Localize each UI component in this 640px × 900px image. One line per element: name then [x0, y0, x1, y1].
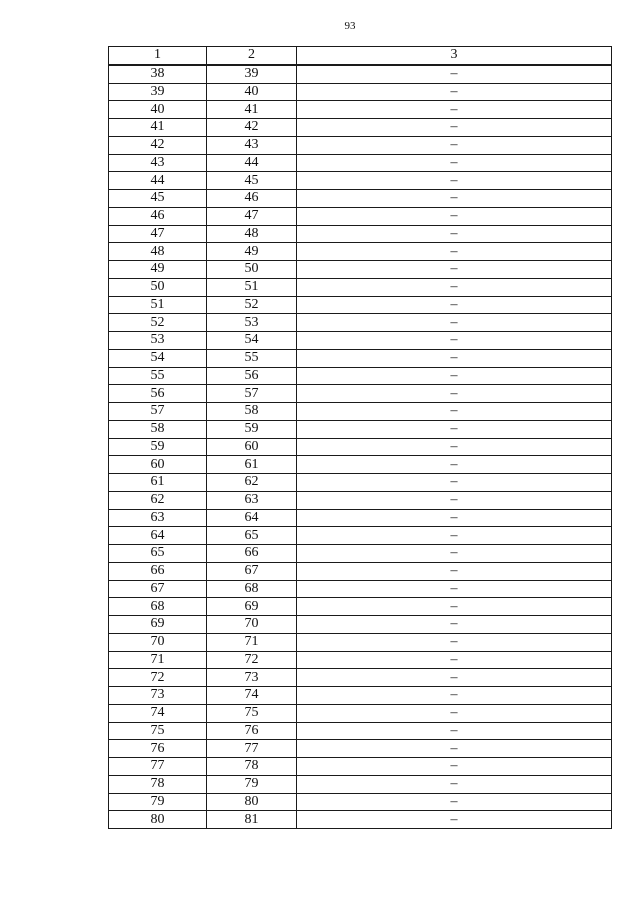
table-cell-col-2: 44 — [207, 154, 297, 172]
table-row — [109, 65, 612, 83]
table-cell-col-1: 45 — [109, 190, 207, 208]
header-row — [109, 47, 612, 65]
table-cell-col-2: 39 — [207, 65, 297, 83]
table-cell-col-2: 81 — [207, 811, 297, 829]
table-row — [109, 616, 612, 634]
table-cell-col-2: 45 — [207, 172, 297, 190]
table-row — [109, 740, 612, 758]
table-cell-col-3: – — [297, 491, 612, 509]
table-cell-col-3: – — [297, 562, 612, 580]
table-cell-col-3: – — [297, 687, 612, 705]
table-cell-col-3: – — [297, 793, 612, 811]
table-cell-col-3: – — [297, 119, 612, 137]
table-cell-col-2: 80 — [207, 793, 297, 811]
table-cell-col-2: 43 — [207, 136, 297, 154]
table-cell-col-1: 63 — [109, 509, 207, 527]
table-row — [109, 154, 612, 172]
table-cell-col-1: 65 — [109, 545, 207, 563]
table-row — [109, 314, 612, 332]
table-cell-col-1: 79 — [109, 793, 207, 811]
table-cell-col-1: 57 — [109, 403, 207, 421]
table-cell-col-1: 38 — [109, 65, 207, 83]
table-cell-col-1: 66 — [109, 562, 207, 580]
table-cell-col-2: 48 — [207, 225, 297, 243]
table-cell-col-3: – — [297, 456, 612, 474]
table-cell-col-1: 46 — [109, 207, 207, 225]
table-row — [109, 491, 612, 509]
table-cell-col-1: 67 — [109, 580, 207, 598]
table-cell-col-2: 60 — [207, 438, 297, 456]
table-cell-col-3: – — [297, 225, 612, 243]
table-cell-col-3: – — [297, 545, 612, 563]
table-cell-col-2: 70 — [207, 616, 297, 634]
table-cell-col-1: 52 — [109, 314, 207, 332]
table-cell-col-2: 53 — [207, 314, 297, 332]
table-cell-col-3: – — [297, 314, 612, 332]
table-cell-col-3: – — [297, 332, 612, 350]
table-cell-col-3: – — [297, 296, 612, 314]
table-cell-col-2: 61 — [207, 456, 297, 474]
table-header — [109, 47, 612, 65]
table-cell-col-1: 69 — [109, 616, 207, 634]
table-row — [109, 456, 612, 474]
table-cell-col-3: – — [297, 65, 612, 83]
table-cell-col-1: 73 — [109, 687, 207, 705]
table-row — [109, 278, 612, 296]
table-row — [109, 172, 612, 190]
table-cell-col-1: 64 — [109, 527, 207, 545]
table-cell-col-1: 48 — [109, 243, 207, 261]
table-row — [109, 669, 612, 687]
table-cell-col-1: 60 — [109, 456, 207, 474]
table-cell-col-2: 59 — [207, 420, 297, 438]
table-cell-col-2: 62 — [207, 474, 297, 492]
table-row — [109, 136, 612, 154]
table-cell-col-1: 70 — [109, 633, 207, 651]
table-cell-col-1: 59 — [109, 438, 207, 456]
table-cell-col-2: 46 — [207, 190, 297, 208]
table-cell-col-2: 74 — [207, 687, 297, 705]
table-cell-col-3: – — [297, 474, 612, 492]
table-cell-col-1: 44 — [109, 172, 207, 190]
table-row — [109, 509, 612, 527]
table-cell-col-2: 79 — [207, 775, 297, 793]
table-row — [109, 633, 612, 651]
table-cell-col-1: 55 — [109, 367, 207, 385]
table-row — [109, 598, 612, 616]
table-cell-col-1: 50 — [109, 278, 207, 296]
table-row — [109, 101, 612, 119]
table-cell-col-2: 55 — [207, 349, 297, 367]
table-cell-col-1: 74 — [109, 704, 207, 722]
table-row — [109, 261, 612, 279]
table-cell-col-2: 64 — [207, 509, 297, 527]
table-row — [109, 190, 612, 208]
table-cell-col-1: 49 — [109, 261, 207, 279]
table-cell-col-1: 42 — [109, 136, 207, 154]
table-row — [109, 296, 612, 314]
table-cell-col-2: 40 — [207, 83, 297, 101]
table-cell-col-1: 72 — [109, 669, 207, 687]
table-cell-col-3: – — [297, 420, 612, 438]
table-cell-col-2: 68 — [207, 580, 297, 598]
table-cell-col-1: 58 — [109, 420, 207, 438]
table-body — [109, 65, 612, 829]
table-row — [109, 651, 612, 669]
table-cell-col-3: – — [297, 101, 612, 119]
table-cell-col-1: 47 — [109, 225, 207, 243]
table-cell-col-2: 78 — [207, 758, 297, 776]
table-row — [109, 704, 612, 722]
table-cell-col-3: – — [297, 136, 612, 154]
table-row — [109, 527, 612, 545]
table-cell-col-2: 73 — [207, 669, 297, 687]
table-cell-col-3: – — [297, 261, 612, 279]
table-cell-col-3: – — [297, 669, 612, 687]
table-cell-col-3: – — [297, 616, 612, 634]
table-cell-col-3: – — [297, 243, 612, 261]
table-cell-col-1: 62 — [109, 491, 207, 509]
table-cell-col-3: – — [297, 758, 612, 776]
table-cell-col-1: 71 — [109, 651, 207, 669]
table-row — [109, 580, 612, 598]
table-cell-col-3: – — [297, 403, 612, 421]
table-cell-col-1: 41 — [109, 119, 207, 137]
table-cell-col-2: 75 — [207, 704, 297, 722]
table-row — [109, 83, 612, 101]
table-cell-col-2: 71 — [207, 633, 297, 651]
table-cell-col-1: 51 — [109, 296, 207, 314]
table-row — [109, 207, 612, 225]
table-cell-col-3: – — [297, 278, 612, 296]
table-cell-col-2: 56 — [207, 367, 297, 385]
table-cell-col-1: 61 — [109, 474, 207, 492]
table-cell-col-3: – — [297, 509, 612, 527]
table-cell-col-1: 53 — [109, 332, 207, 350]
table-cell-col-1: 77 — [109, 758, 207, 776]
table-cell-col-2: 51 — [207, 278, 297, 296]
table-cell-col-2: 49 — [207, 243, 297, 261]
table-cell-col-2: 42 — [207, 119, 297, 137]
table-cell-col-3: – — [297, 527, 612, 545]
table-row — [109, 438, 612, 456]
table-row — [109, 758, 612, 776]
table-cell-col-3: – — [297, 580, 612, 598]
table-row — [109, 562, 612, 580]
table-cell-col-3: – — [297, 704, 612, 722]
table-row — [109, 722, 612, 740]
table-cell-col-3: – — [297, 154, 612, 172]
table-cell-col-2: 50 — [207, 261, 297, 279]
table-row — [109, 332, 612, 350]
table-cell-col-2: 77 — [207, 740, 297, 758]
table-cell-col-2: 57 — [207, 385, 297, 403]
table-row — [109, 349, 612, 367]
table-row — [109, 793, 612, 811]
table-cell-col-2: 69 — [207, 598, 297, 616]
table-cell-col-2: 65 — [207, 527, 297, 545]
table-cell-col-3: – — [297, 367, 612, 385]
table-cell-col-2: 52 — [207, 296, 297, 314]
table-cell-col-1: 75 — [109, 722, 207, 740]
page-number: 93 — [344, 20, 356, 32]
data-table — [108, 46, 612, 829]
table-row — [109, 119, 612, 137]
table-row — [109, 687, 612, 705]
table-cell-col-2: 76 — [207, 722, 297, 740]
table-cell-col-2: 72 — [207, 651, 297, 669]
table-cell-col-1: 56 — [109, 385, 207, 403]
table-cell-col-3: – — [297, 207, 612, 225]
table-cell-col-2: 47 — [207, 207, 297, 225]
table-row — [109, 225, 612, 243]
table-row — [109, 367, 612, 385]
table-row — [109, 420, 612, 438]
table-cell-col-2: 67 — [207, 562, 297, 580]
table-cell-col-3: – — [297, 722, 612, 740]
table-cell-col-3: – — [297, 775, 612, 793]
table-cell-col-3: – — [297, 633, 612, 651]
table-cell-col-3: – — [297, 740, 612, 758]
table-cell-col-3: – — [297, 349, 612, 367]
table-cell-col-1: 40 — [109, 101, 207, 119]
table-cell-col-1: 43 — [109, 154, 207, 172]
table-cell-col-3: – — [297, 811, 612, 829]
table-cell-col-3: – — [297, 651, 612, 669]
table-cell-col-3: – — [297, 190, 612, 208]
table-cell-col-3: – — [297, 438, 612, 456]
table-row — [109, 474, 612, 492]
table-cell-col-2: 63 — [207, 491, 297, 509]
table-cell-col-3: – — [297, 598, 612, 616]
table-row — [109, 385, 612, 403]
column-header-3: 3 — [297, 47, 612, 65]
table-cell-col-3: – — [297, 83, 612, 101]
column-header-2: 2 — [207, 47, 297, 65]
table-cell-col-2: 41 — [207, 101, 297, 119]
table-cell-col-2: 66 — [207, 545, 297, 563]
column-header-1: 1 — [109, 47, 207, 65]
table-row — [109, 811, 612, 829]
table-cell-col-2: 54 — [207, 332, 297, 350]
table-cell-col-2: 58 — [207, 403, 297, 421]
table-row — [109, 243, 612, 261]
table-cell-col-1: 76 — [109, 740, 207, 758]
table-cell-col-1: 78 — [109, 775, 207, 793]
table-cell-col-1: 39 — [109, 83, 207, 101]
table-row — [109, 775, 612, 793]
table-row — [109, 403, 612, 421]
table-cell-col-3: – — [297, 385, 612, 403]
table-cell-col-1: 68 — [109, 598, 207, 616]
table-cell-col-1: 54 — [109, 349, 207, 367]
table-cell-col-3: – — [297, 172, 612, 190]
table-cell-col-1: 80 — [109, 811, 207, 829]
table-row — [109, 545, 612, 563]
